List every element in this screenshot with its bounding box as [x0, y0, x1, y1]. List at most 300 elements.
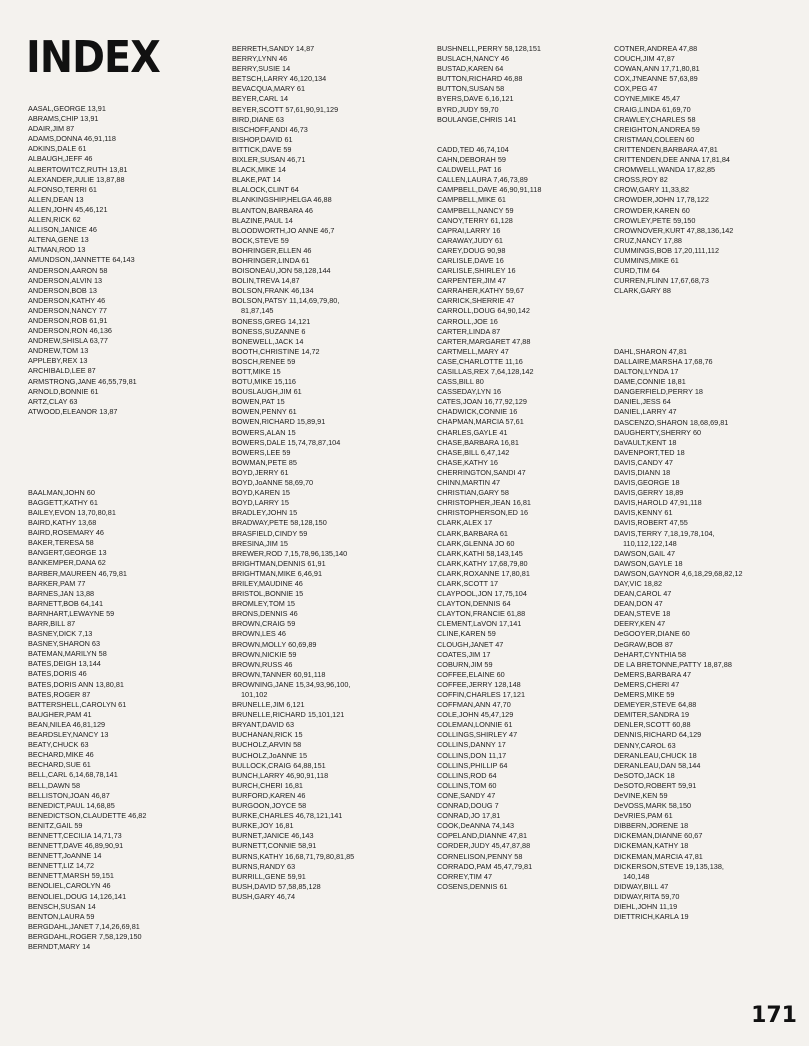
index-entry: DAME,CONNIE 18,81 [614, 377, 686, 387]
index-entry: BAILEY,EVON 13,70,80,81 [28, 507, 116, 517]
index-entry: BRASFIELD,CINDY 59 [232, 528, 308, 538]
index-entry: BUSH,GARY 46,74 [232, 891, 296, 901]
index-entry: ARMSTRONG,JANE 46,55,79,81 [28, 376, 137, 386]
index-entry: BLANTON,BARBARA 46 [232, 205, 313, 215]
index-entry: BECHARD,SUE 61 [28, 760, 91, 770]
index-entry: DE LA BRETONNE,PATTY 18,87,88 [614, 659, 732, 669]
index-entry: DIEHL,JOHN 11,19 [614, 902, 678, 911]
index-entry: BROMLEY,TOM 15 [232, 599, 295, 609]
index-entry: COFFEE,ELAINE 60 [437, 669, 505, 679]
index-entry: CLEMENT,LaVON 17,141 [437, 619, 522, 629]
index-entry: DAWSON,GAYLE 18 [614, 558, 683, 568]
index-entry: CHRISTOPHERSON,ED 16 [437, 508, 529, 518]
index-entry: CLAYTON,FRANCIE 61,88 [437, 609, 526, 619]
index-entry: ANDERSON,AARON 58 [28, 265, 108, 275]
index-entry: DAWSON,GAYNOR 4,6,18,29,68,82,12 [614, 568, 743, 578]
index-entry: COLLINS,DON 11,17 [437, 750, 507, 760]
index-entry: BATES,DORIS ANN 13,80,81 [28, 679, 124, 689]
index-entry: COX,PEG 47 [614, 84, 658, 94]
index-entry: DEERY,KEN 47 [614, 619, 666, 629]
index-entry: BONESS,SUZANNE 6 [232, 326, 306, 336]
index-entry: BENTON,LAURA 59 [28, 911, 95, 921]
index-entry: DIDWAY,RITA 59,70 [614, 891, 680, 901]
index-entry: CORRADO,PAM 45,47,79,81 [437, 861, 533, 871]
index-entry: BENNETT,MARSH 59,151 [28, 871, 114, 881]
index-entry: BASNEY,SHARON 63 [28, 639, 101, 649]
index-entry: ALLISON,JANICE 46 [28, 225, 97, 235]
index-entry: DeSOTO,JACK 18 [614, 770, 675, 780]
page-title: INDEX [26, 32, 160, 83]
index-entry: ANDERSON,RON 46,136 [28, 326, 112, 336]
index-entry: BAUGHER,PAM 41 [28, 709, 92, 719]
index-entry: BUCHANAN,RICK 15 [232, 730, 303, 740]
index-entry: BURNETT,CONNIE 58,91 [232, 841, 317, 851]
index-entry: ARNOLD,BONNIE 61 [28, 386, 99, 396]
index-entry: COLLINS,ROD 64 [437, 770, 497, 780]
index-entry: CAMPBELL,MIKE 61 [437, 195, 506, 205]
index-entry: CAMPBELL,DAVE 46,90,91,118 [437, 185, 542, 195]
index-entry: CASILLAS,REX 7,64,128,142 [437, 367, 534, 376]
index-entry: CRAIG,LINDA 61,69,70 [614, 104, 691, 114]
index-entry: BAKER,TERESA 58 [28, 538, 94, 548]
index-entry: CHINN,MARTIN 47 [437, 478, 501, 488]
index-entry: CHARLES,GAYLE 41 [437, 427, 508, 437]
index-entry: BOWEN,PAT 15 [232, 397, 285, 407]
index-entry: CANOY,TERRY 61,128 [437, 215, 513, 225]
group-spacer [437, 125, 627, 145]
index-entry: CHASE,BARBARA 16,81 [437, 437, 519, 447]
index-entry: BRIGHTMAN,MIKE 6,46,91 [232, 568, 323, 578]
index-entry: ALLEN,RICK 62 [28, 215, 81, 225]
index-entry: BIXLER,SUSAN 46,71 [232, 155, 306, 165]
index-entry: CLARK,BARBARA 61 [437, 528, 508, 538]
index-entry: CUMMINS,MIKE 61 [614, 255, 679, 265]
index-entry: COOK,DeANNA 74,143 [437, 821, 515, 831]
index-entry: CLINE,KAREN 59 [437, 629, 496, 639]
index-entry: CHASE,BILL 6,47,142 [437, 447, 510, 457]
index-entry: BONEWELL,JACK 14 [232, 336, 304, 346]
index-entry: BOYD,JERRY 61 [232, 467, 289, 477]
index-entry: BAIRD,KATHY 13,68 [28, 518, 97, 528]
index-column-1 [28, 0, 218, 952]
index-entry: BELL,DAWN 58 [28, 780, 81, 790]
index-entry: DANIEL,JESS 64 [614, 397, 671, 407]
index-entry: CARTMELL,MARY 47 [437, 346, 509, 356]
index-entry: COLE,JOHN 45,47,129 [437, 710, 514, 720]
index-entry: BOYD,KAREN 15 [232, 488, 290, 498]
index-entry: BOWERS,DALE 15,74,78,87,104 [232, 437, 341, 447]
index-entry: CASE,CHARLOTTE 11,16 [437, 356, 523, 366]
index-entry: AMUNDSON,JANNETTE 64,143 [28, 255, 135, 265]
index-entry: ARCHIBALD,LEE 87 [28, 366, 96, 376]
index-entry: BRADWAY,PETE 58,128,150 [232, 518, 327, 528]
index-entry: CLARK,GARY 88 [614, 286, 671, 296]
index-entry: ALTMAN,ROD 13 [28, 245, 86, 255]
index-entry: CRISTMAN,COLEEN 60 [614, 134, 695, 144]
index-entry: BERRY,SUSIE 14 [232, 64, 291, 74]
index-entry: COUCH,JIM 47,87 [614, 54, 675, 64]
index-entry: CARTER,MARGARET 47,88 [437, 336, 531, 346]
index-entry: ADAMS,DONNA 46,91,118 [28, 134, 116, 144]
index-entry: ANDERSON,BOB 13 [28, 285, 97, 295]
index-entry: COTNER,ANDREA 47,88 [614, 44, 698, 53]
index-entry: DaVAULT,KENT 18 [614, 437, 677, 447]
index-entry: BOTT,MIKE 15 [232, 367, 281, 376]
index-entry: BOWEN,RICHARD 15,89,91 [232, 417, 326, 427]
index-entry: BLOODWORTH,JO ANNE 46,7 [232, 225, 335, 235]
index-entry: DeMERS,MIKE 59 [614, 690, 675, 700]
index-entry: BATEMAN,MARILYN 58 [28, 649, 107, 659]
index-entry: CRITTENDEN,BARBARA 47,81 [614, 144, 718, 154]
index-entry: COLLINS,PHILLIP 64 [437, 760, 508, 770]
index-entry: BOHRINGER,ELLEN 46 [232, 245, 312, 255]
index-entry: ANDERSON,KATHY 46 [28, 295, 106, 305]
index-entry: BRISTOL,BONNIE 15 [232, 589, 304, 599]
index-entry: COPELAND,DIANNE 47,81 [437, 831, 528, 841]
index-entry: DAVIS,TERRY 7,18,19,78,104, [614, 528, 715, 538]
index-entry: DAVIS,HAROLD 47,91,118 [614, 498, 702, 508]
index-entry: BOWERS,ALAN 15 [232, 427, 296, 437]
index-entry: BARNES,JAN 13,88 [28, 588, 95, 598]
index-entry: ANDREW,TOM 13 [28, 346, 89, 356]
index-entry: CROWNOVER,KURT 47,88,136,142 [614, 225, 734, 235]
index-entry: ANDREW,SHISLA 63,77 [28, 336, 108, 346]
index-entry: BURFORD,KAREN 46 [232, 790, 306, 800]
index-entry: DEAN,CAROL 47 [614, 589, 672, 599]
index-entry: BREWER,ROD 7,15,78,96,135,140 [232, 548, 348, 558]
index-entry: BONESS,GREG 14,121 [232, 316, 311, 326]
index-entry: ANDERSON,ALVIN 13 [28, 275, 103, 285]
index-entry: BROWN,CRAIG 59 [232, 619, 296, 629]
index-entry: CLARK,GLENNA JO 60 [437, 538, 515, 548]
index-entry: BERNDT,MARY 14 [28, 942, 91, 952]
index-entry: BOWMAN,PETE 85 [232, 457, 297, 467]
index-entry: BUSLACH,NANCY 46 [437, 54, 510, 64]
index-entry: CAPRAI,LARRY 16 [437, 225, 501, 235]
index-entry: ANDERSON,NANCY 77 [28, 305, 107, 315]
index-entry: BROWN,LES 46 [232, 629, 286, 639]
index-entry: BROWN,TANNER 60,91,118 [232, 669, 326, 679]
index-entry: BASNEY,DICK 7,13 [28, 629, 93, 639]
index-entry: BETSCH,LARRY 46,120,134 [232, 74, 327, 84]
index-entry: CHERRINGTON,SANDI 47 [437, 467, 526, 477]
index-entry: DANIEL,LARRY 47 [614, 407, 677, 417]
index-entry: CROMWELL,WANDA 17,82,85 [614, 165, 716, 175]
index-entry: BULLOCK,CRAIG 64,88,151 [232, 760, 326, 770]
index-entry: COLLINS,TOM 60 [437, 780, 497, 790]
index-entry: CRITTENDEN,DEE ANNA 17,81,84 [614, 155, 730, 165]
index-entry: DANGERFIELD,PERRY 18 [614, 387, 703, 397]
index-entry: BOCK,STEVE 59 [232, 235, 289, 245]
page-number: 171 [751, 1003, 797, 1028]
index-entry: BEVACQUA,MARY 61 [232, 84, 305, 94]
index-entry: CONRAD,DOUG 7 [437, 801, 499, 811]
index-entry: DENNIS,RICHARD 64,129 [614, 730, 702, 740]
index-entry: BENEDICT,PAUL 14,68,85 [28, 800, 115, 810]
index-entry: DERANLEAU,CHUCK 18 [614, 750, 697, 760]
index-entry: BOULANGE,CHRIS 141 [437, 114, 517, 124]
index-entry: BENNETT,CECILIA 14,71,73 [28, 830, 122, 840]
index-entry: COLEMAN,LONNIE 61 [437, 720, 513, 730]
index-entry: ATWOOD,ELEANOR 13,87 [28, 406, 118, 416]
index-entry: ALFONSO,TERRI 61 [28, 184, 97, 194]
index-entry: DIETTRICH,KARLA 19 [614, 912, 689, 922]
index-entry: CAMPBELL,NANCY 59 [437, 205, 514, 215]
index-entry: CROWDER,JOHN 17,78,122 [614, 195, 709, 205]
index-entry: BROWNING,JANE 15,34,93,96,100, [232, 679, 351, 689]
index-entry: ADAIR,JIM 87 [28, 124, 75, 134]
index-entry: BUTTON,SUSAN 58 [437, 84, 505, 94]
index-entry: APPLEBY,REX 13 [28, 356, 88, 366]
index-entry: DICKEMAN,DIANNE 60,67 [614, 831, 703, 841]
index-entry: BAGGETT,KATHY 61 [28, 497, 98, 507]
index-entry: 101,102 [241, 690, 268, 699]
index-entry: DAVIS,CANDY 47 [614, 457, 673, 467]
index-entry: CARAWAY,JUDY 61 [437, 235, 503, 245]
index-entry: CURD,TIM 64 [614, 266, 660, 276]
index-entry: DIBBERN,JORENE 18 [614, 821, 689, 831]
index-entry: DASCENZO,SHARON 18,68,69,81 [614, 417, 729, 427]
index-entry: DEAN,STEVE 18 [614, 609, 671, 619]
index-entry: BAIRD,ROSEMARY 46 [28, 528, 104, 538]
index-entry: BENNETT,DAVE 46,89,90,91 [28, 841, 124, 851]
index-entry: CROSS,ROY 82 [614, 175, 668, 185]
index-entry: BYERS,DAVE 6,16,121 [437, 94, 514, 104]
index-entry: BYRD,JUDY 59,70 [437, 104, 499, 114]
index-entry: BENNETT,JoANNE 14 [28, 851, 102, 861]
index-entry: CLARK,KATHI 58,143,145 [437, 548, 523, 558]
index-entry: CHAPMAN,MARCIA 57,61 [437, 417, 524, 427]
index-entry: DICKEMAN,KATHY 18 [614, 841, 689, 851]
index-entry: ABRAMS,CHIP 13,91 [28, 114, 99, 124]
index-entry: BENOLIEL,DOUG 14,126,141 [28, 891, 127, 901]
index-entry: DeVOSS,MARK 58,150 [614, 801, 692, 811]
index-entry: BATES,ROGER 87 [28, 689, 91, 699]
index-entry: AASAL,GEORGE 13,91 [28, 104, 106, 113]
index-entry: BUCHOLZ,ARVIN 58 [232, 740, 302, 750]
index-entry: DeHART,CYNTHIA 58 [614, 649, 687, 659]
index-entry: BENSCH,SUSAN 14 [28, 901, 96, 911]
index-entry: DENNY,CAROL 63 [614, 740, 676, 750]
index-entry: ALLEN,JOHN 45,46,121 [28, 204, 108, 214]
index-entry: COYNE,MIKE 45,47 [614, 94, 681, 104]
index-entry: ALEXANDER,JULIE 13,87,88 [28, 174, 125, 184]
index-entry: BRUNELLE,RICHARD 15,101,121 [232, 710, 345, 720]
index-entry: CORREY,TIM 47 [437, 871, 493, 881]
index-entry: DeMERS,CHERI 47 [614, 679, 680, 689]
index-entry: COLLINS,DANNY 17 [437, 740, 506, 750]
index-entry: BEAN,NILEA 46,81,129 [28, 719, 106, 729]
index-entry: BOLSON,PATSY 11,14,69,79,80, [232, 296, 340, 306]
index-entry: 140,148 [623, 871, 650, 881]
index-entry: BURCH,CHERI 16,81 [232, 780, 303, 790]
index-entry: BUNCH,LARRY 46,90,91,118 [232, 770, 329, 780]
index-entry: CREIGHTON,ANDREA 59 [614, 124, 700, 134]
index-entry: CORDER,JUDY 45,47,87,88 [437, 841, 531, 851]
index-entry: DAVIS,GERRY 18,89 [614, 488, 684, 498]
index-entry: CATES,JOAN 16,77,92,129 [437, 397, 527, 407]
index-entry: BARKER,PAM 77 [28, 578, 86, 588]
index-entry: BOOTH,CHRISTINE 14,72 [232, 346, 320, 356]
index-entry: ALTENA,GENE 13 [28, 235, 89, 245]
index-entry: BOHRINGER,LINDA 61 [232, 255, 310, 265]
index-entry: BERGDAHL,ROGER 7,58,129,150 [28, 931, 142, 941]
index-entry: BOISONEAU,JON 58,128,144 [232, 266, 331, 276]
index-entry: BANKEMPER,DANA 62 [28, 558, 106, 568]
index-entry: DAY,VIC 18,82 [614, 579, 662, 588]
index-entry: DERANLEAU,DAN 58,144 [614, 760, 701, 770]
index-entry: CLAYPOOL,JON 17,75,104 [437, 589, 527, 599]
index-entry: COFFEE,JERRY 128,148 [437, 679, 521, 689]
index-entry: CHASE,KATHY 16 [437, 457, 498, 467]
index-entry: CHADWICK,CONNIE 16 [437, 407, 518, 417]
index-entry: BOWEN,PENNY 61 [232, 407, 297, 417]
index-entry: COSENS,DENNIS 61 [437, 881, 508, 891]
index-entry: CLOUGH,JANET 47 [437, 639, 504, 649]
index-entry: CARLISLE,SHIRLEY 16 [437, 266, 516, 276]
index-entry: BERRY,LYNN 46 [232, 54, 288, 64]
index-entry: BATES,DORIS 46 [28, 669, 87, 679]
index-column-3 [437, 0, 627, 892]
index-entry: BISHOP,DAVID 61 [232, 134, 293, 144]
index-entry: BEYER,CARL 14 [232, 94, 289, 104]
index-entry: CLARK,ALEX 17 [437, 518, 493, 528]
index-entry: DALTON,LYNDA 17 [614, 367, 679, 377]
index-entry: BRESINA,JIM 15 [232, 538, 288, 548]
index-entry: CADD,TED 46,74,104 [437, 144, 509, 154]
index-entry: CARROLL,JOE 16 [437, 316, 498, 326]
index-entry: ARTZ,CLAY 63 [28, 396, 78, 406]
index-entry: CALLEN,LAURA 7,46,73,89 [437, 175, 528, 185]
index-entry: CLARK,KATHY 17,68,79,80 [437, 558, 528, 568]
index-entry: COLLINGS,SHIRLEY 47 [437, 730, 518, 740]
index-entry: BUCHOLZ,JoANNE 15 [232, 750, 308, 760]
index-entry: BIRD,DIANE 63 [232, 114, 284, 124]
index-entry: CHRISTOPHER,JEAN 16,81 [437, 498, 531, 508]
index-entry: BURGOON,JOYCE 58 [232, 801, 307, 811]
index-entry: BOYD,JoANNE 58,69,70 [232, 478, 314, 488]
index-entry: BLAKE,PAT 14 [232, 175, 281, 185]
index-entry: BOLSON,FRANK 46,134 [232, 286, 314, 296]
index-entry: BOTU,MIKE 15,116 [232, 377, 296, 387]
index-entry: BECHARD,MIKE 46 [28, 750, 94, 760]
index-entry: CROWDER,KAREN 60 [614, 205, 690, 215]
index-entry: DAHL,SHARON 47,81 [614, 346, 687, 356]
group-spacer [28, 417, 218, 488]
index-entry: COWAN,ANN 17,71,80,81 [614, 64, 700, 74]
index-entry: BLALOCK,CLINT 64 [232, 185, 299, 195]
index-entry: BRONS,DENNIS 46 [232, 609, 298, 619]
index-entry: BUTTON,RICHARD 46,88 [437, 74, 523, 84]
group-spacer [614, 296, 804, 347]
index-entry: CARROLL,DOUG 64,90,142 [437, 306, 530, 316]
index-entry: ALLEN,DEAN 13 [28, 194, 84, 204]
group-spacer [614, 0, 804, 44]
index-entry: BUSH,DAVID 57,58,85,128 [232, 881, 321, 891]
index-entry: BRILEY,MAUDINE 46 [232, 578, 303, 588]
index-entry: BRUNELLE,JIM 6,121 [232, 700, 305, 710]
index-entry: CALDWELL,PAT 16 [437, 165, 502, 175]
index-entry: DEMEYER,STEVE 64,88 [614, 700, 697, 710]
index-entry: BARBER,MAUREEN 46,79,81 [28, 568, 127, 578]
index-entry: ANDERSON,ROB 61,91 [28, 315, 108, 325]
index-entry: BLANKINGSHIP,HELGA 46,88 [232, 195, 332, 205]
index-entry: BURRILL,GENE 59,91 [232, 871, 306, 881]
index-entry: BARNHART,LEWAYNE 59 [28, 608, 115, 618]
group-spacer [232, 0, 422, 44]
index-entry: BEARDSLEY,NANCY 13 [28, 730, 109, 740]
index-entry: CURREN,FLINN 17,67,68,73 [614, 276, 709, 286]
group-spacer [437, 0, 627, 44]
index-entry: CAHN,DEBORAH 59 [437, 155, 506, 165]
index-entry: BELL,CARL 6,14,68,78,141 [28, 770, 118, 780]
index-entry: BOLIN,TREVA 14,87 [232, 276, 300, 286]
index-entry: DEMITER,SANDRA 19 [614, 710, 690, 720]
index-entry: BENOLIEL,CAROLYN 46 [28, 881, 111, 891]
index-entry: CARRAHER,KATHY 59,67 [437, 286, 524, 296]
index-entry: BEYER,SCOTT 57,61,90,91,129 [232, 104, 339, 114]
index-column-2 [232, 0, 422, 902]
index-entry: DeVRIES,PAM 61 [614, 811, 673, 821]
index-entry: BATTERSHELL,CAROLYN 61 [28, 699, 127, 709]
index-entry: DeSOTO,ROBERT 59,91 [614, 780, 697, 790]
index-column-4 [614, 0, 804, 922]
index-entry: DeGOOYER,DIANE 60 [614, 629, 690, 639]
index-entry: 81,87,145 [241, 306, 274, 316]
index-entry: DICKEMAN,MARCIA 47,81 [614, 851, 703, 861]
index-entry: BARR,BILL 87 [28, 619, 76, 629]
index-entry: BOSCH,RENEE 59 [232, 356, 296, 366]
index-entry: BERGDAHL,JANET 7,14,26,69,81 [28, 921, 140, 931]
index-entry: CORNELISON,PENNY 58 [437, 851, 523, 861]
index-entry: BURNS,KATHY 16,68,71,79,80,81,85 [232, 851, 355, 861]
index-entry: BANGERT,GEORGE 13 [28, 548, 107, 558]
index-entry: COFFMAN,ANN 47,70 [437, 700, 511, 710]
index-entry: CLAYTON,DENNIS 64 [437, 599, 511, 609]
index-entry: DAVIS,GEORGE 18 [614, 478, 680, 488]
index-entry: ALBERTOWITCZ,RUTH 13,81 [28, 164, 128, 174]
index-entry: BAALMAN,JOHN 60 [28, 487, 95, 497]
index-entry: COFFIN,CHARLES 17,121 [437, 690, 525, 699]
index-entry: DAUGHERTY,SHERRY 60 [614, 427, 702, 437]
index-entry: BRADLEY,JOHN 15 [232, 508, 298, 518]
index-entry: BOWERS,LEE 59 [232, 447, 291, 457]
index-entry: BLAZINE,PAUL 14 [232, 215, 293, 225]
index-entry: DAVIS,KENNY 61 [614, 508, 673, 518]
index-entry: BROWN,MOLLY 60,69,89 [232, 639, 317, 649]
index-entry: BERRETH,SANDY 14,87 [232, 44, 315, 53]
index-entry: ADKINS,DALE 61 [28, 144, 87, 154]
index-entry: CARLISLE,DAVE 16 [437, 255, 504, 265]
index-entry: BEATY,CHUCK 63 [28, 740, 89, 750]
index-entry: BENITZ,GAIL 59 [28, 820, 83, 830]
index-entry: BARNETT,BOB 64,141 [28, 598, 104, 608]
index-entry: DALLAIRE,MARSHA 17,68,76 [614, 356, 713, 366]
index-entry: DAVIS,DIANN 18 [614, 467, 671, 477]
index-entry: BOUSLAUGH,JIM 61 [232, 387, 302, 397]
index-entry: BRIGHTMAN,DENNIS 61,91 [232, 558, 326, 568]
index-entry: 110,112,122,148 [623, 538, 677, 548]
index-entry: CARTER,LINDA 87 [437, 326, 501, 336]
index-entry: CUMMINGS,BOB 17,20,111,112 [614, 245, 720, 255]
index-entry: BELLISTON,JOAN 46,87 [28, 790, 110, 800]
index-entry: BATES,DEIGH 13,144 [28, 659, 101, 669]
index-entry: BURNET,JANICE 46,143 [232, 831, 314, 841]
index-entry: CLARK,SCOTT 17 [437, 578, 499, 588]
index-entry: ALBAUGH,JEFF 46 [28, 154, 93, 164]
index-entry: BURNS,RANDY 63 [232, 861, 296, 871]
index-entry: CARPENTER,JIM 47 [437, 276, 506, 286]
